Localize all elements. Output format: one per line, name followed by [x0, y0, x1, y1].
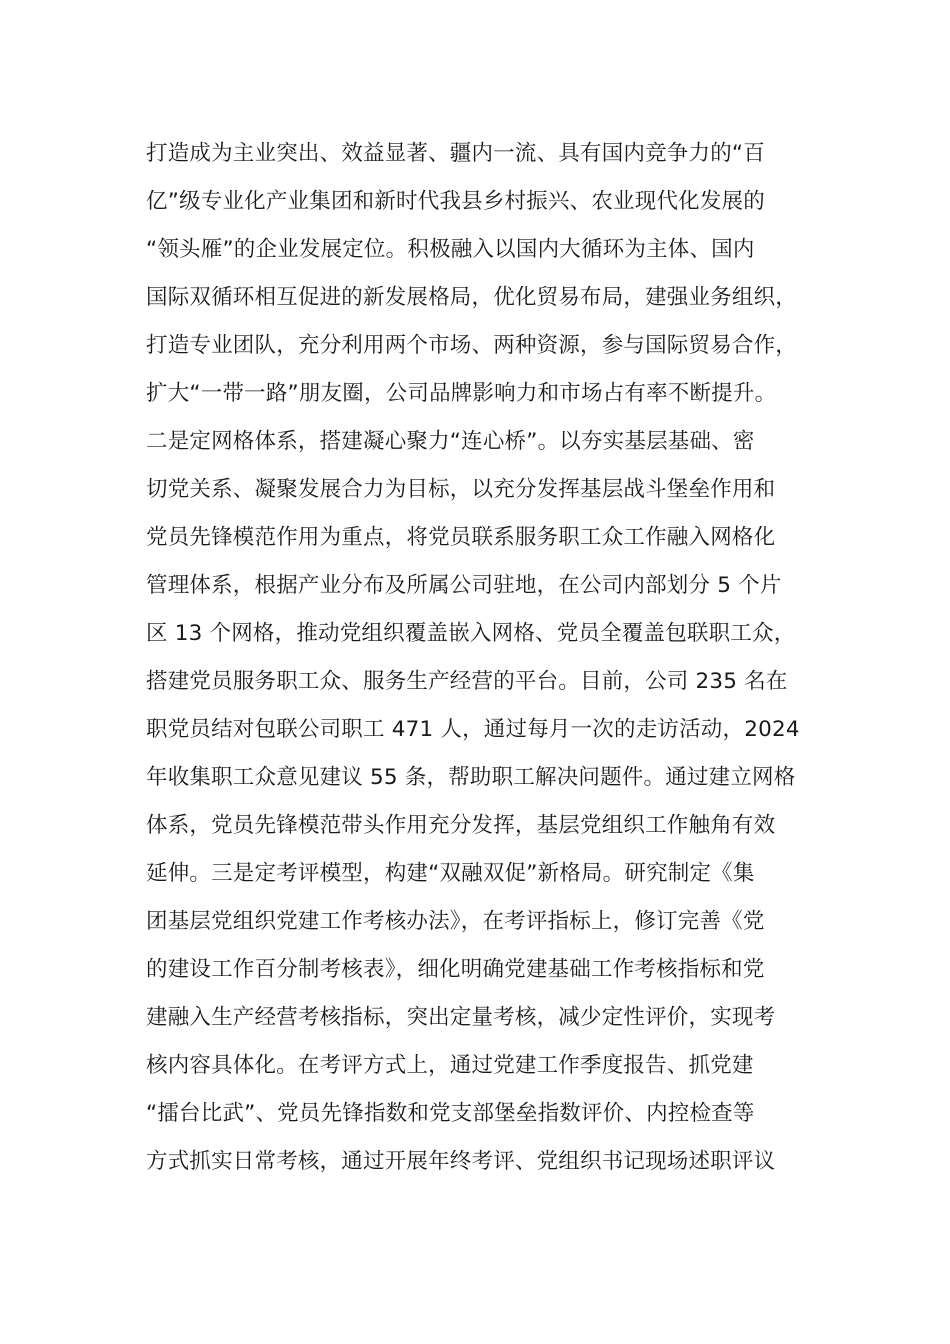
text-line: 延伸。三是定考评模型，构建“双融双促”新格局。研究制定《集	[146, 861, 755, 886]
text-line: 方式抓实日常考核，通过开展年终考评、党组织书记现场述职评议	[146, 1149, 776, 1174]
text-line: 二是定网格体系，搭建凝心聚力“连心桥”。以夯实基层基础、密	[146, 429, 755, 454]
text-line: 打造专业团队，充分利用两个市场、两种资源，参与国际贸易合作，	[146, 333, 798, 358]
text-line: 搭建党员服务职工众、服务生产经营的平台。目前，公司 235 名在	[146, 669, 788, 694]
text-line: 建融入生产经营考核指标，突出定量考核，减少定性评价，实现考	[146, 1005, 776, 1030]
text-line: 核内容具体化。在考评方式上，通过党建工作季度报告、抓党建	[146, 1053, 754, 1078]
text-line: 切党关系、凝聚发展合力为目标，以充分发挥基层战斗堡垒作用和	[146, 477, 776, 502]
text-line: 亿”级专业化产业集团和新时代我县乡村振兴、农业现代化发展的	[146, 189, 765, 214]
text-line: 区 13 个网格，推动党组织覆盖嵌入网格、党员全覆盖包联职工众，	[146, 621, 796, 646]
text-line: “擂台比武”、党员先锋指数和党支部堡垒指数评价、内控检查等	[146, 1101, 755, 1126]
text-line: 职党员结对包联公司职工 471 人，通过每月一次的走访活动，2024	[146, 717, 800, 742]
text-line: 体系，党员先锋模范带头作用充分发挥，基层党组织工作触角有效	[146, 813, 776, 838]
text-line: “领头雁”的企业发展定位。积极融入以国内大循环为主体、国内	[146, 237, 755, 262]
text-line: 扩大“一带一路”朋友圈，公司品牌影响力和市场占有率不断提升。	[146, 381, 777, 406]
text-line: 团基层党组织党建工作考核办法》，在考评指标上，修订完善《党	[146, 909, 765, 934]
text-line: 年收集职工众意见建议 55 条，帮助职工解决问题件。通过建立网格	[146, 765, 796, 790]
text-line: 打造成为主业突出、效益显著、疆内一流、具有国内竞争力的“百	[146, 141, 765, 166]
text-line: 管理体系，根据产业分布及所属公司驻地，在公司内部划分 5 个片	[146, 573, 782, 598]
text-line: 的建设工作百分制考核表》，细化明确党建基础工作考核指标和党	[146, 957, 765, 982]
text-line: 国际双循环相互促进的新发展格局，优化贸易布局，建强业务组织，	[146, 285, 798, 310]
body-text	[146, 130, 836, 1186]
text-line: 党员先锋模范作用为重点，将党员联系服务职工众工作融入网格化	[146, 525, 776, 550]
